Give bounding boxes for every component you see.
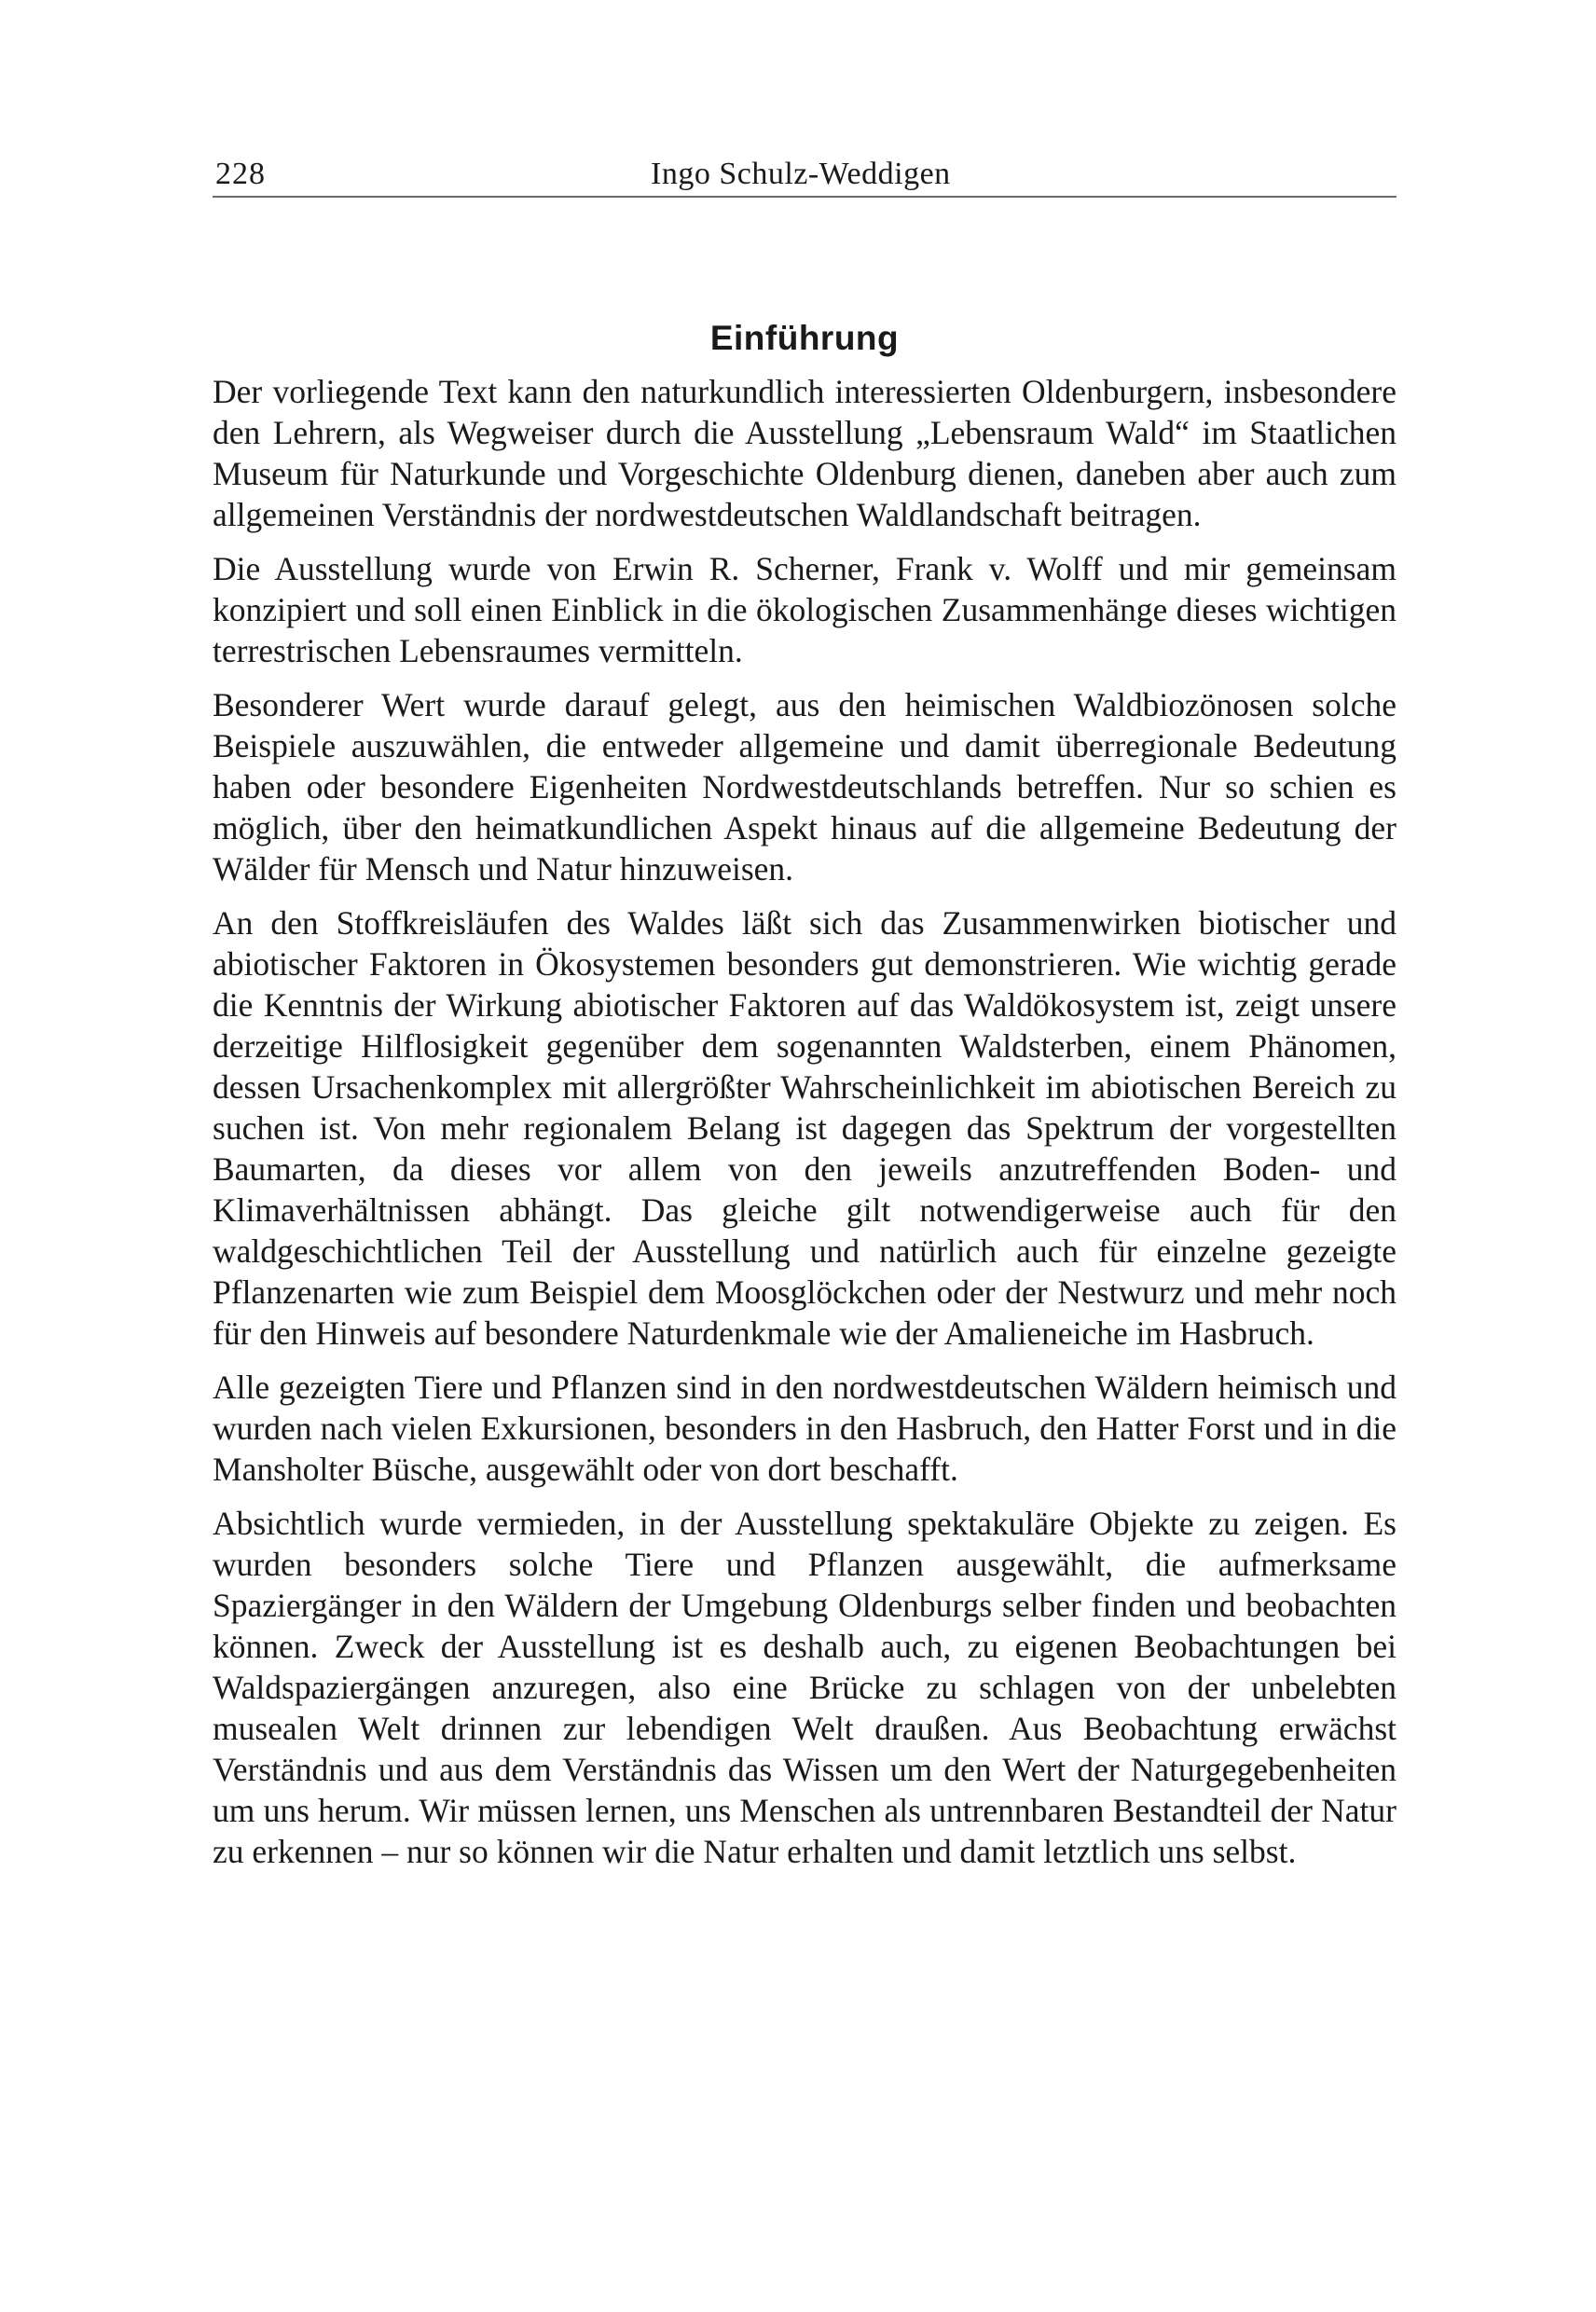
running-head (213, 140, 1396, 198)
paragraph: Alle gezeigten Tiere und Pflanzen sind in den nordwestdeutschen Wäldern heimisch und wurden nach vielen Exkursionen, besonders in den Hasbruch, den Hatter Forst und in die Mansholter Büsche, ausgewählt oder von dort beschafft. (213, 1369, 1396, 1488)
paragraph: Besonderer Wert wurde darauf gelegt, aus den heimischen Waldbiozönosen solche Beispiele auszuwählen, die entweder allgemeine und damit überregionale Bedeutung haben oder besondere Eigenheiten Nordwestdeutschlands betreffen. Nur so schien es möglich, über den heimatkundlichen Aspekt hinaus auf die allgemeine Bedeutung der Wälder für Mensch und Natur hinzuweisen. (213, 686, 1396, 888)
paragraph: Die Ausstellung wurde von Erwin R. Scherner, Frank v. Wolff und mir gemeinsam konzipiert und soll einen Einblick in die ökologischen Zusammenhänge dieses wichtigen terrestrischen Lebensraumes vermitteln. (213, 550, 1396, 669)
paragraph: Der vorliegende Text kann den naturkundlich interessierten Oldenburgern, insbesondere den Lehrern, als Wegweiser durch die Ausstellung „Lebensraum Wald“ im Staatlichen Museum für Naturkunde und Vorgeschichte Oldenburg dienen, daneben aber auch zum allgemeinen Verständnis der nordwestdeutschen Waldlandschaft beitragen. (213, 373, 1396, 533)
paragraph: An den Stoffkreisläufen des Waldes läßt sich das Zusammenwirken biotischer und abiotischer Faktoren in Ökosystemen besonders gut demonstrieren. Wie wichtig gerade die Kenntnis der Wirkung abiotischer Faktoren auf das Waldökosystem ist, zeigt unsere derzeitige Hilflosigkeit gegenüber dem sogenannten Waldsterben, einem Phänomen, dessen Ursachenkomplex mit allergrößter Wahrscheinlichkeit im abiotischen Bereich zu suchen ist. Von mehr regionalem Belang ist dagegen das Spektrum der vorgestellten Baumarten, da dieses vor allem von den jeweils anzutreffenden Boden- und Klimaverhältnissen abhängt. Das gleiche gilt notwendigerweise auch für den waldgeschichtlichen Teil der Ausstellung und natürlich auch für einzelne gezeigte Pflanzenarten wie zum Beispiel dem Moosglöckchen oder der Nestwurz und mehr noch für den Hinweis auf besondere Naturdenkmale wie der Amalieneiche im Hasbruch. (213, 904, 1396, 1352)
section-title: Einführung (709, 319, 900, 357)
paragraph: Absichtlich wurde vermieden, in der Ausstellung spektakuläre Objekte zu zeigen. Es wurden besonders solche Tiere und Pflanzen ausgewählt, die aufmerksame Spaziergänger in den Wäldern der Umgebung Oldenburgs selber finden und beobachten können. Zweck der Ausstellung ist es deshalb auch, zu eigenen Beobachtungen bei Waldspaziergängen anzuregen, also eine Brücke zu schlagen von der unbelebten musealen Welt drinnen zur lebendigen Welt draußen. Aus Beobachtung erwächst Verständnis und aus dem Verständnis das Wissen um den Wert der Naturgegebenheiten um uns herum. Wir müssen lernen, uns Menschen als untrennbaren Bestandteil der Natur zu erkennen – nur so können wir die Natur erhalten und damit letztlich uns selbst. (213, 1505, 1396, 1870)
book-page (213, 140, 1396, 1885)
page-number: 228 (215, 157, 266, 191)
body-text (213, 371, 1396, 1872)
running-title: Ingo Schulz-Weddigen (651, 157, 951, 191)
